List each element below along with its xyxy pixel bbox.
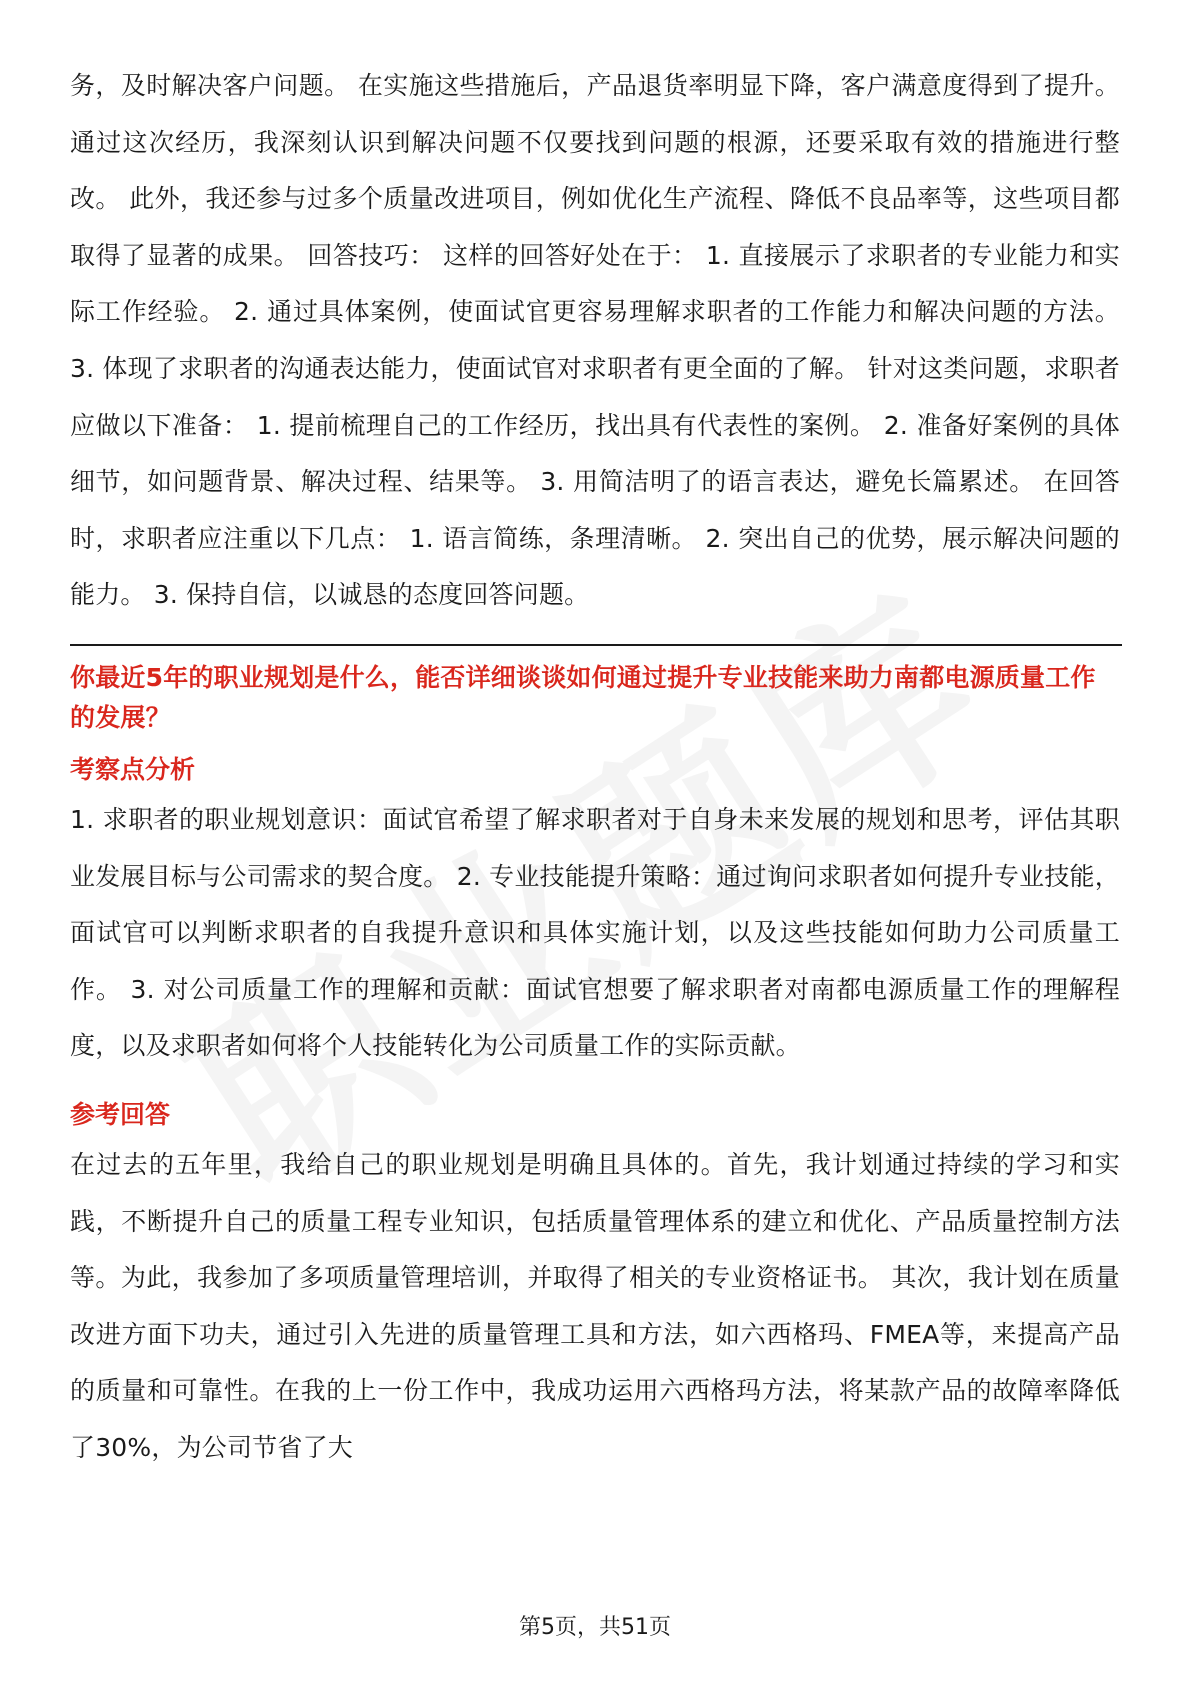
question-heading: 你最近5年的职业规划是什么，能否详细谈谈如何通过提升专业技能来助力南都电源质量工作的发展？: [70, 662, 1096, 732]
page-number-footer: 第5页，共51页: [519, 1615, 671, 1640]
analysis-text: 1. 求职者的职业规划意识：面试官希望了解求职者对于自身未来发展的规划和思考，评估其职业发展目标与公司需求的契合度。 2. 专业技能提升策略：通过询问求职者如何提升专业技能，面试官可以判断求职者的自我提升意识和具体实施计划，以及这些技能如何助力公司质量工作。 3. 对公司质量工作的理解和贡献：面试官想要了解求职者对南都电源质量工作的理解程度，以及求职者如何将个人技能转化为公司质量工作的实际贡献。: [70, 804, 1120, 1061]
analysis-title: 考察点分析: [70, 754, 196, 784]
page-content: [70, 58, 1120, 1476]
answer-title: 参考回答: [70, 1099, 171, 1129]
intro-paragraph: 务，及时解决客户问题。 在实施这些措施后，产品退货率明显下降，客户满意度得到了提升。通过这次经历，我深刻认识到解决问题不仅要找到问题的根源，还要采取有效的措施进行整改。 此外，我还参与过多个质量改进项目，例如优化生产流程、降低不良品率等，这些项目都取得了显著的成果。 回答技巧： 这样的回答好处在于： 1. 直接展示了求职者的专业能力和实际工作经验。 2. 通过具体案例，使面试官更容易理解求职者的工作能力和解决问题的方法。 3. 体现了求职者的沟通表达能力，使面试官对求职者有更全面的了解。 针对这类问题，求职者应做以下准备： 1. 提前梳理自己的工作经历，找出具有代表性的案例。 2. 准备好案例的具体细节，如问题背景、解决过程、结果等。 3. 用简洁明了的语言表达，避免长篇累述。 在回答时，求职者应注重以下几点： 1. 语言简练，条理清晰。 2. 突出自己的优势，展示解决问题的能力。 3. 保持自信，以诚恳的态度回答问题。: [70, 71, 1120, 610]
section-divider: [70, 644, 1122, 646]
answer-text: 在过去的五年里，我给自己的职业规划是明确且具体的。首先，我计划通过持续的学习和实践，不断提升自己的质量工程专业知识，包括质量管理体系的建立和优化、产品质量控制方法等。为此，我参加了多项质量管理培训，并取得了相关的专业资格证书。 其次，我计划在质量改进方面下功夫，通过引入先进的质量管理工具和方法，如六西格玛、FMEA等，来提高产品的质量和可靠性。在我的上一份工作中，我成功运用六西格玛方法，将某款产品的故障率降低了30%，为公司节省了大: [70, 1149, 1120, 1462]
